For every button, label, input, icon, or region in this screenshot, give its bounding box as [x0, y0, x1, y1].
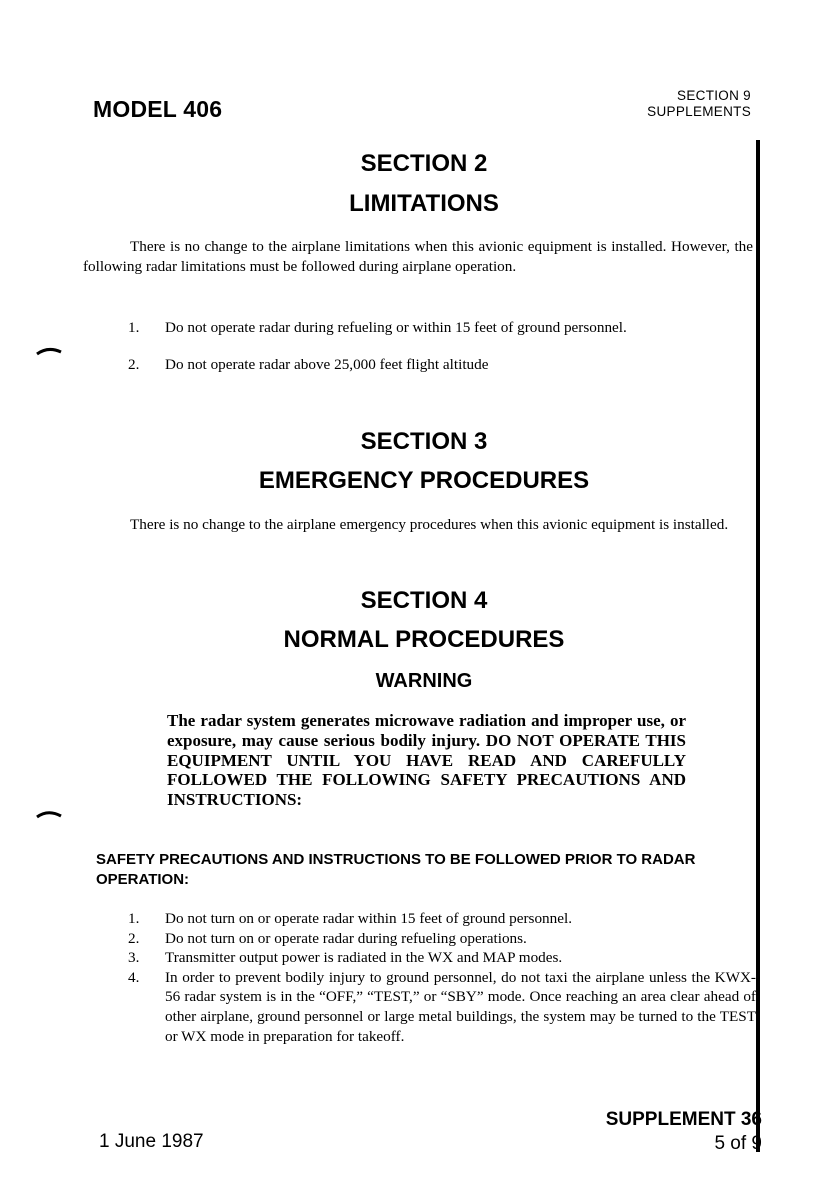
list-item-text: In order to prevent bodily injury to ground personnel, do not taxi the airplane unless the KWX-56 radar system is in the “OFF,” “TEST,” or “SBY” mode. Once reaching an area clear ahead of other airplane, ground personnel or large metal buildings, the system may be turned to the TEST or WX mode in preparation for takeoff. — [165, 968, 756, 1045]
list-item — [120, 968, 756, 1046]
list-item — [120, 355, 753, 375]
page-number: 5 of 9 — [714, 1133, 762, 1154]
model-title: MODEL 406 — [93, 96, 223, 122]
list-item — [120, 948, 756, 968]
list-item-number: 2. — [128, 356, 140, 373]
section4-subtitle: NORMAL PROCEDURES — [283, 626, 565, 653]
list-item-number: 1. — [128, 319, 140, 336]
warning-text: The radar system generates microwave radiation and improper use, or exposure, may cause serious bodily injury. DO NOT OPERATE THIS EQUIPMENT UNTIL YOU HAVE READ AND CAREFULLY FOLLOWED THE FOLLOWING SAFETY PRECAUTIONS AND INSTRUCTIONS: — [167, 711, 686, 810]
supplement-number: SUPPLEMENT 36 — [605, 1109, 762, 1130]
list-item-text: Transmitter output power is radiated in the WX and MAP modes. — [165, 949, 563, 967]
warning-title: WARNING — [375, 670, 473, 692]
section2-title: SECTION 2 — [360, 150, 488, 177]
list-item — [120, 318, 753, 338]
limitations-list — [120, 318, 753, 375]
section2-subtitle: LIMITATIONS — [349, 190, 499, 217]
list-item-number: 2. — [128, 929, 140, 947]
section-sub: SUPPLEMENTS — [647, 104, 751, 119]
list-item-text: Do not turn on or operate radar during refueling operations. — [165, 929, 527, 947]
list-item-number: 3. — [128, 949, 140, 967]
list-item-text: Do not operate radar above 25,000 feet flight altitude — [165, 356, 489, 373]
safety-heading: SAFETY PRECAUTIONS AND INSTRUCTIONS TO BE FOLLOWED PRIOR TO RADAR OPERATION: — [96, 851, 696, 888]
list-item-text: Do not turn on or operate radar within 15 feet of ground personnel. — [165, 910, 572, 927]
margin-tick-mark — [36, 344, 62, 356]
list-item-text: Do not operate radar during refueling or within 15 feet of ground personnel. — [165, 319, 627, 336]
section2-paragraph: There is no change to the airplane limitations when this avionic equipment is installed. However, the following radar limitations must be followed during airplane operation. — [83, 238, 753, 275]
section3-subtitle: EMERGENCY PROCEDURES — [258, 467, 590, 494]
section4-title: SECTION 4 — [360, 587, 488, 614]
list-item — [120, 909, 756, 929]
list-item-number: 1. — [128, 910, 140, 927]
margin-tick-mark — [36, 808, 62, 820]
list-item-number: 4. — [128, 968, 140, 986]
footer-supplement-block — [606, 1108, 762, 1156]
footer-date: 1 June 1987 — [99, 1131, 204, 1152]
safety-list — [120, 909, 756, 1046]
section3-title: SECTION 3 — [360, 428, 488, 455]
list-item — [120, 929, 756, 949]
section3-paragraph: There is no change to the airplane emergency procedures when this avionic equipment is installed. — [130, 516, 729, 533]
section-label: SECTION 9 — [677, 88, 751, 103]
section-reference — [647, 88, 751, 120]
